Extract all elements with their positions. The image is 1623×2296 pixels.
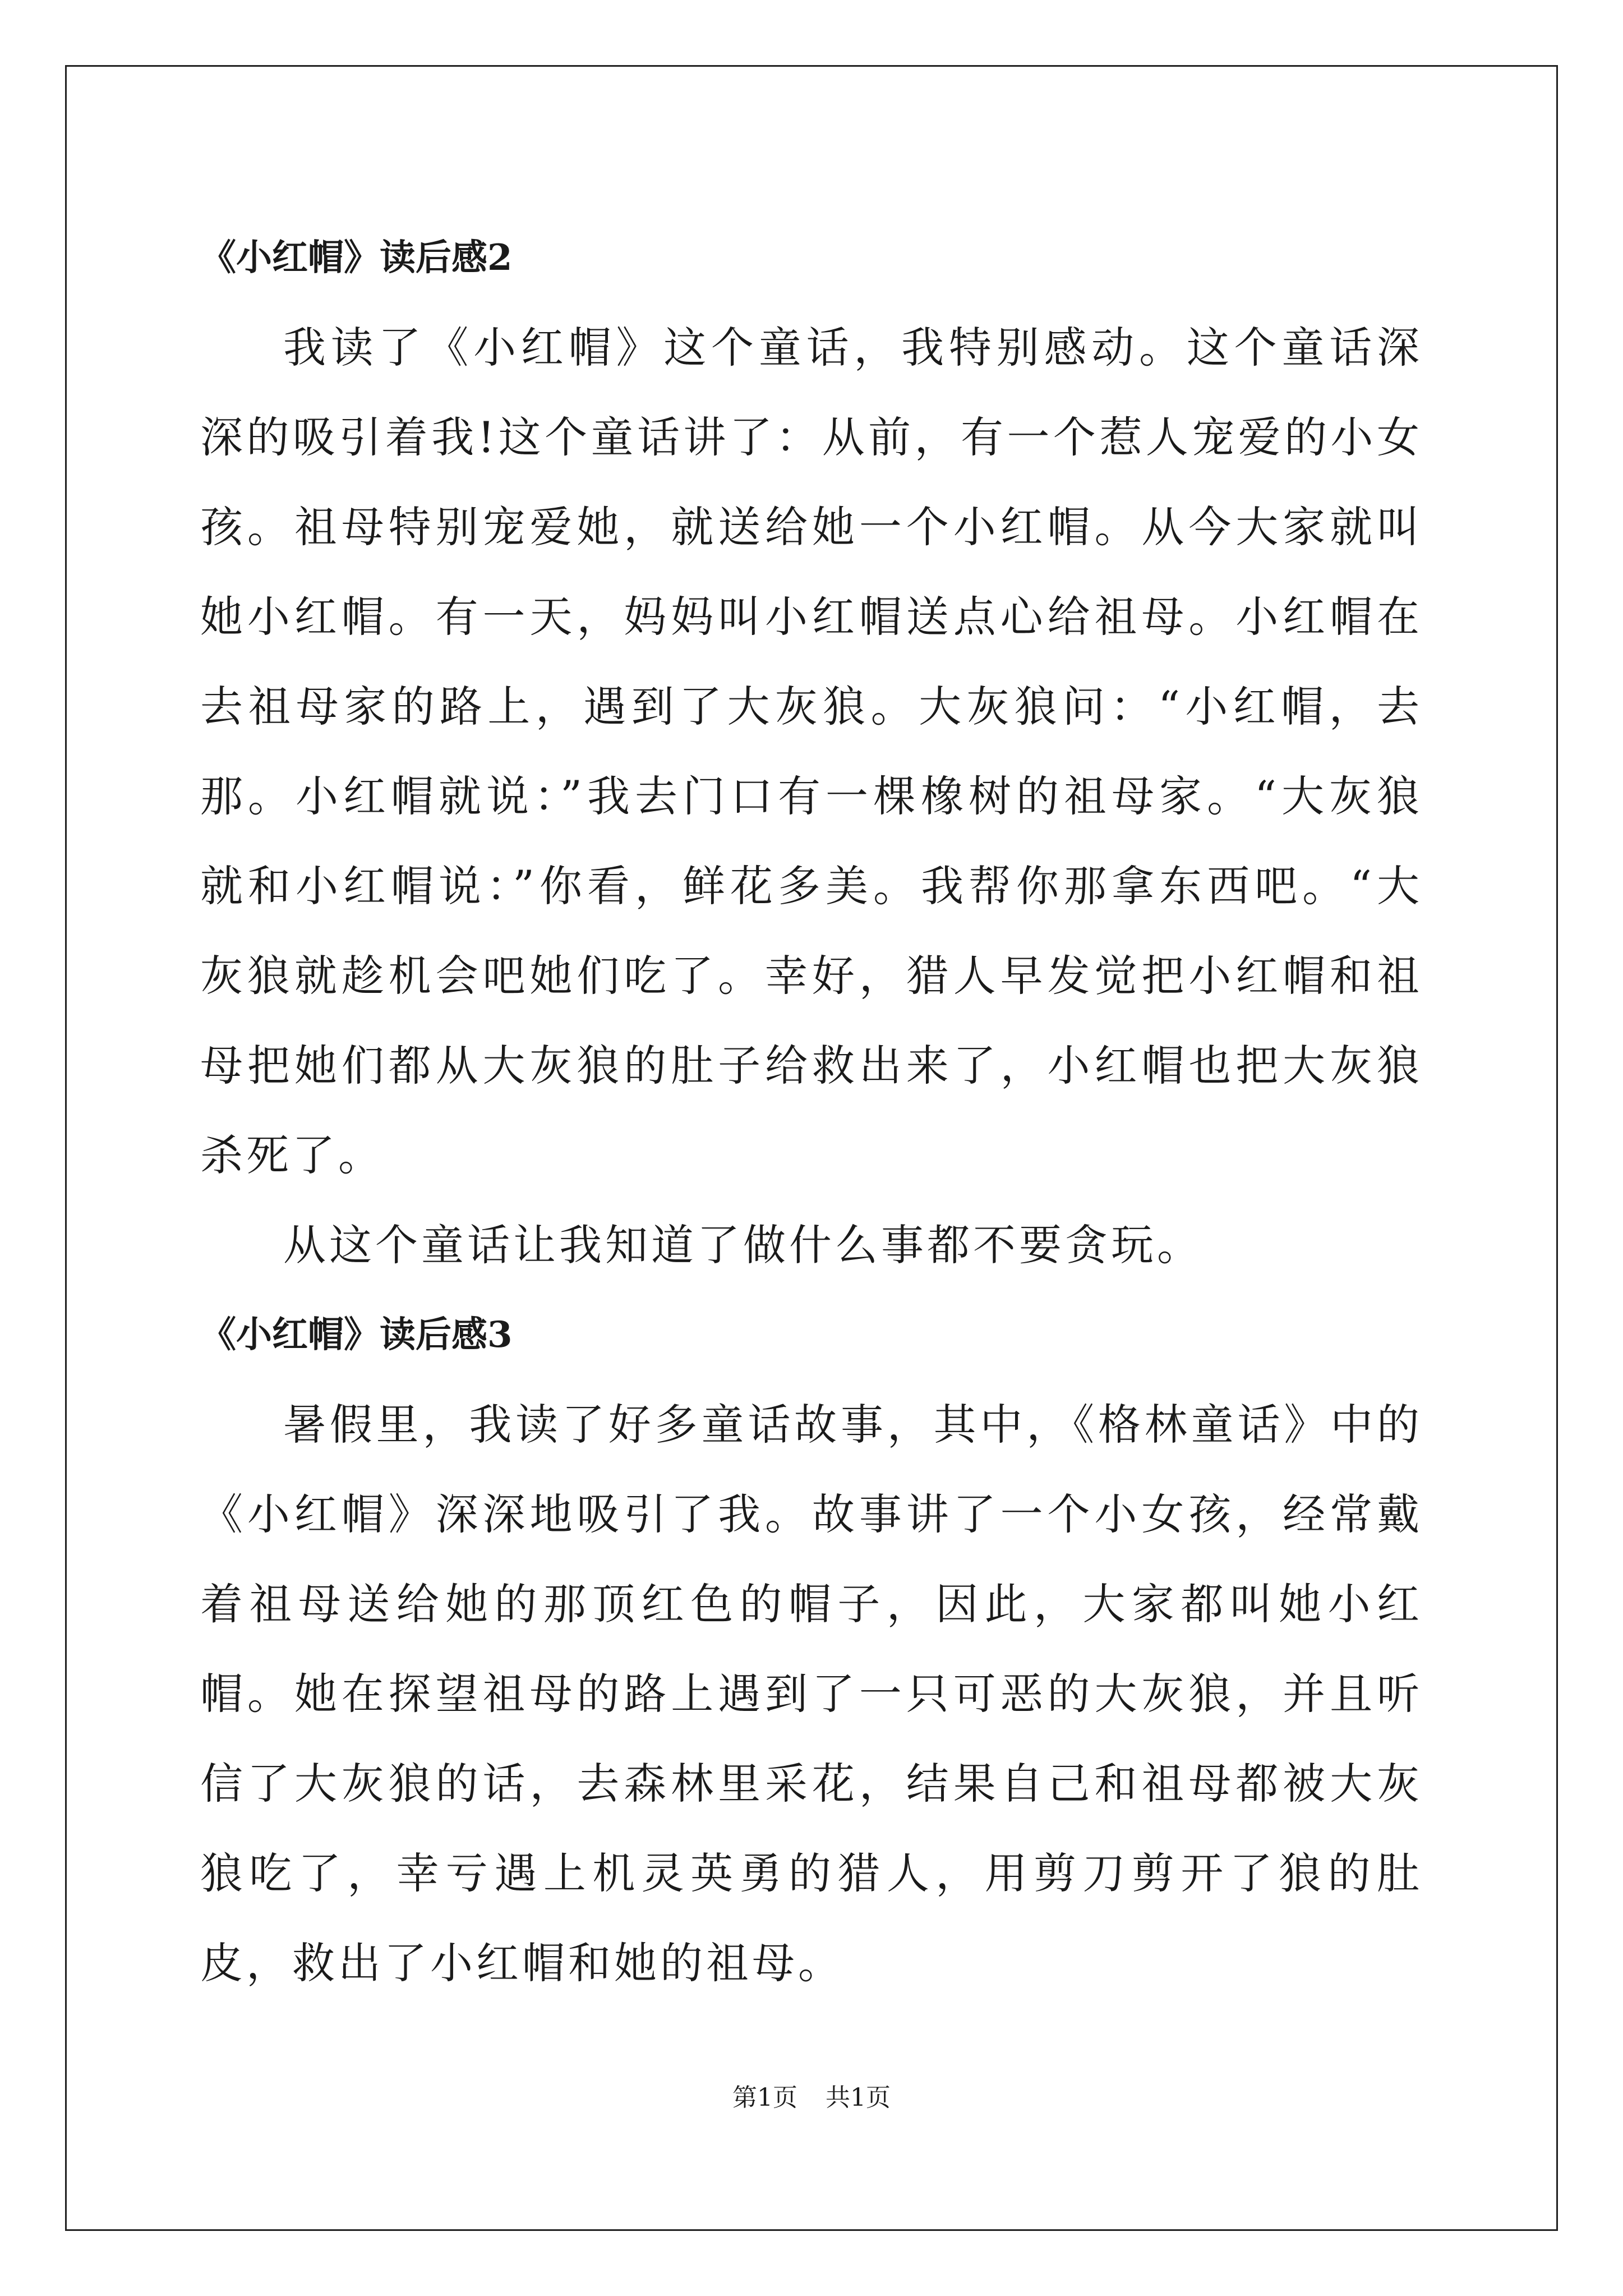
page-total: 共1页 (826, 2083, 891, 2112)
body-paragraph: 从这个童话让我知道了做什么事都不要贪玩。 (283, 1220, 1203, 1270)
body-paragraph: 暑假里，我读了好多童话故事，其中，《格林童话》中的《小红帽》深深地吸引了我。故事讲了一个小女孩，经常戴着祖母送给她的那顶红色的帽子，因此，大家都叫她小红帽。她在探望祖母的路上遇到了一只可恶的大灰狼，并且听信了大灰狼的话，去森林里采花，结果自己和祖母都被大灰狼吃了，幸亏遇上机灵英勇的猎人，用剪刀剪开了狼的肚皮，救出了小红帽和她的祖母。 (200, 1400, 1423, 1988)
page-number: 第1页 (732, 2083, 797, 2112)
body-paragraph: 我读了《小红帽》这个童话，我特别感动。这个童话深深的吸引着我!这个童话讲了：从前，有一个惹人宠爱的小女孩。祖母特别宠爱她，就送给她一个小红帽。从今大家就叫她小红帽。有一天，妈妈叫小红帽送点心给祖母。小红帽在去祖母家的路上，遇到了大灰狼。大灰狼问：“小红帽，去那。小红帽就说：”我去门口有一棵橡树的祖母家。“大灰狼就和小红帽说：”你看，鲜花多美。我帮你那拿东西吧。“大灰狼就趁机会吧她们吃了。幸好，猎人早发觉把小红帽和祖母把她们都从大灰狼的肚子给救出来了，小红帽也把大灰狼杀死了。 (200, 323, 1423, 1180)
document-body (200, 213, 1423, 2008)
page-footer (0, 2081, 1623, 2115)
section-heading: 《小红帽》读后感3 (200, 1314, 513, 1356)
section-heading: 《小红帽》读后感2 (200, 237, 513, 279)
